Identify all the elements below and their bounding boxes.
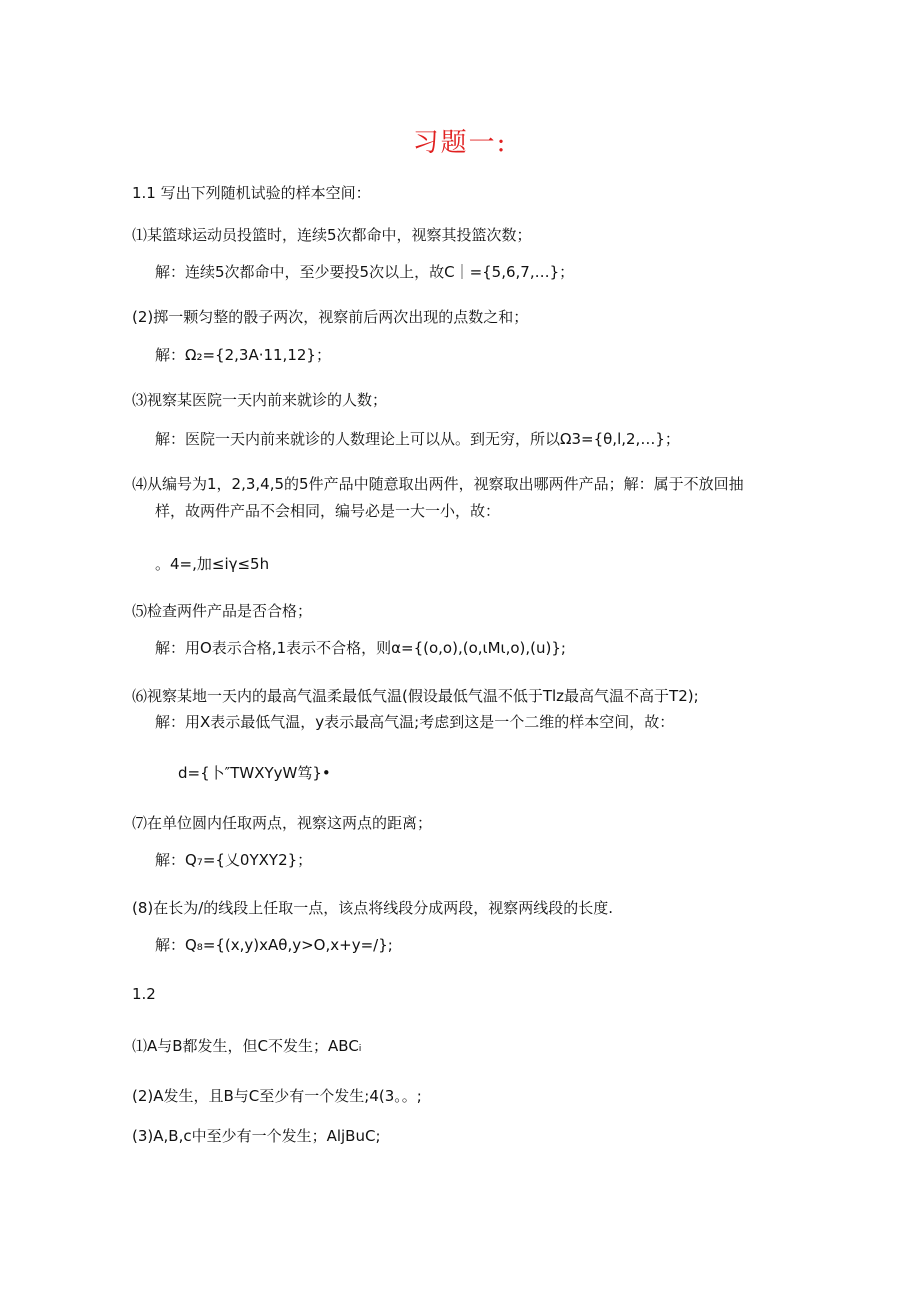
- problem-5: ⑸检查两件产品是否合格；: [132, 602, 313, 620]
- problem-1: ⑴某篮球运动员投篮时，连续5次都命中，视察其投篮次数；: [132, 226, 532, 244]
- item-1-2-3: (3)A,B,c中至少有一个发生；AljBuC;: [132, 1127, 381, 1145]
- problem-3: ⑶视察某医院一天内前来就诊的人数；: [132, 391, 388, 409]
- item-1-2-2: (2)A发生，且B与C至少有一个发生;4(3。。;: [132, 1087, 422, 1105]
- problem-7: ⑺在单位圆内任取两点，视察这两点的距离；: [132, 814, 433, 832]
- solution-8: 解：Q₈={(x,y)xAθ,y>O,x+y=/};: [155, 936, 393, 954]
- solution-6-formula: d={卜″TWXYyW笃}•: [178, 764, 331, 782]
- section-1-2-heading: 1.2: [132, 985, 156, 1003]
- section-1-1-heading: 1.1 写出下列随机试验的样本空间：: [132, 184, 371, 202]
- problem-8: (8)在长为/的线段上任取一点，该点将线段分成两段，视察两线段的长度.: [132, 899, 614, 917]
- problem-4-cont: 样，故两件产品不会相同，编号必是一大一小，故：: [155, 502, 501, 520]
- page-title: 习题一:: [412, 128, 508, 158]
- solution-1: 解：连续5次都命中，至少要投5次以上，故C｜={5,6,7,…}；: [155, 263, 575, 281]
- solution-2: 解：Ω₂={2,3A·11,12}；: [155, 346, 331, 364]
- solution-3: 解：医院一天内前来就诊的人数理论上可以从。到无穷，所以Ω3={θ,l,2,…}；: [155, 430, 680, 448]
- item-1-2-1: ⑴A与B都发生，但C不发生；ABCᵢ: [132, 1037, 362, 1055]
- solution-6: 解：用X表示最低气温，y表示最高气温;考虑到这是一个二维的样本空间，故：: [155, 713, 675, 731]
- solution-4-formula: 。4=,加≤iγ≤5h: [155, 555, 270, 573]
- problem-6: ⑹视察某地一天内的最高气温柔最低气温(假设最低气温不低于Tlz最高气温不高于T2);: [132, 687, 699, 705]
- solution-7: 解：Q₇={乂0YXY2}；: [155, 851, 313, 869]
- solution-5: 解：用O表示合格,1表示不合格，则α={(o,o),(o,ιMι,o),(u)};: [155, 639, 566, 657]
- problem-4: ⑷从编号为1，2,3,4,5的5件产品中随意取出两件，视察取出哪两件产品；解：属于不放回抽: [132, 475, 744, 493]
- problem-2: (2)掷一颗匀整的骰子两次，视察前后两次出现的点数之和；: [132, 308, 529, 326]
